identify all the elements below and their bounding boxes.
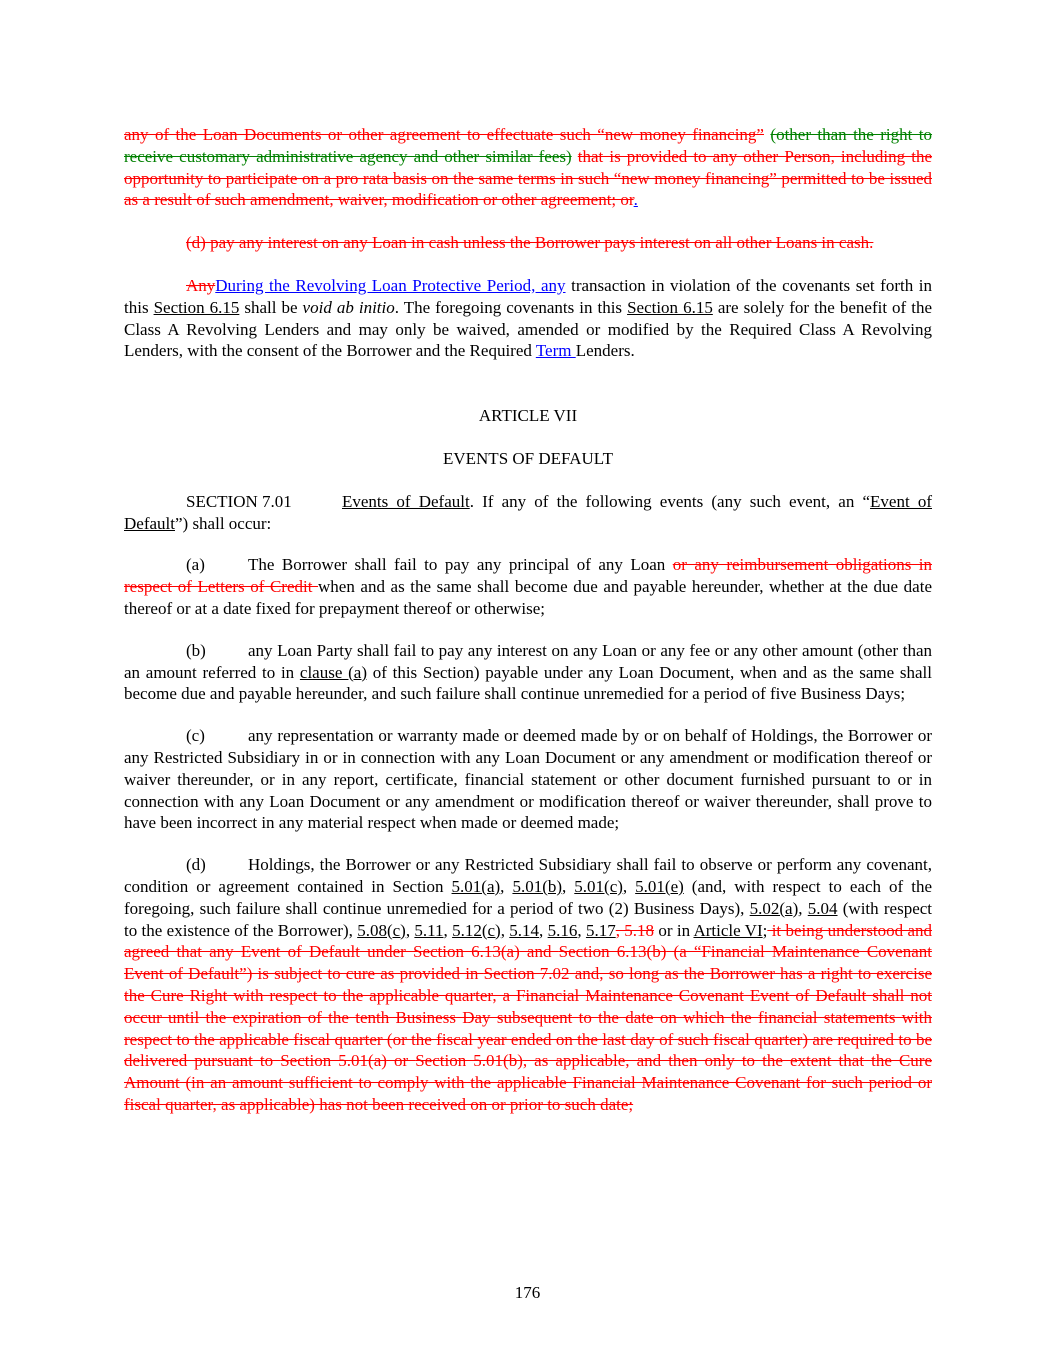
body-text: when and as the same shall become due and payable hereunder, whether at the due date thereof or at a date fixed for prepayment thereof or otherwise; [124, 577, 932, 618]
section-7-01 [124, 491, 932, 535]
section-reference: 5.14 [509, 920, 540, 940]
section-reference: 5.08(c) [357, 920, 406, 940]
deleted-text: (a “Financial Maintenance Covenant Event of Default”) is subject to cure as provided in [124, 942, 932, 984]
body-text: . If any of the following events (any such event, an “ [469, 491, 871, 511]
body-text: , [577, 920, 586, 940]
clause-b [124, 640, 932, 705]
inserted-text: During the Revolving Loan Protective Period, any [215, 275, 566, 295]
body-text: any representation or warranty made or deemed made by or on behalf of Holdings, the Borrower or any Restricted Subsidiary in or in connection with any Loan Document or any amendment or modification thereof or waiver thereunder, or in any report, certificate, financial statement or other document furnished pursuant to or in connection with any Loan Document or any amendment or modification thereof or waiver thereunder, shall prove to have been incorrect in any material respect when made or deemed made; [124, 726, 932, 833]
defined-term: Event of Default [124, 491, 932, 533]
deleted-section-reference: Section 6.13(a) [412, 942, 520, 962]
deleted-text: , as applicable, and then only to the extent that the Cure Amount (in an amount sufficient to comply with the applicable Financial Maintenance Covenant for such period or fiscal quarter, as applicable) has not been received on or prior to such date; [124, 1051, 932, 1114]
clause-label: (d) [186, 855, 206, 875]
deleted-text: that is provided to any other Person, including the opportunity to participate on a pro rata basis on the same terms in such “new money financing” permitted to be issued as a result of such amendment, waiver, modification or other agreement; or [124, 146, 933, 210]
deleted-section-reference: Section 7.02 [483, 964, 570, 984]
inserted-text: Term [535, 341, 576, 361]
body-text: any Loan Party shall fail to pay any interest on any Loan or any fee or any other amount (other than an amount referred to in [124, 640, 932, 682]
section-reference: 5.17 [585, 920, 616, 940]
paragraph-clause-d-deleted [124, 232, 932, 254]
section-reference: 5.12(c) [452, 920, 501, 940]
body-text: Lenders. [575, 341, 635, 361]
paragraph-new-money-financing [124, 124, 932, 211]
section-reference: 5.02(a) [749, 898, 799, 918]
deleted-section-reference: Section 6.13(b) [558, 942, 667, 962]
deleted-text: , 5.18 [615, 920, 655, 940]
body-text: shall be [239, 297, 303, 317]
clause-a [124, 554, 932, 619]
body-text: (and, with respect to each of the foregoing, such failure shall continue unremedied for a period of two (2) Business Days), [124, 876, 932, 918]
deleted-text: or any reimbursement obligations in respect of Letters of Credit [124, 555, 932, 597]
body-text: , [500, 876, 513, 896]
body-text: , [405, 920, 415, 940]
deleted-section-reference: Section 5.01(b) [415, 1051, 523, 1071]
deleted-text: Any [186, 275, 216, 295]
paragraph-section-6-15 [124, 275, 932, 362]
section-reference: Section 6.15 [627, 297, 713, 317]
section-reference: 5.16 [547, 920, 578, 940]
body-text: , [500, 920, 510, 940]
article-number: ARTICLE VII [478, 406, 578, 426]
document-body [124, 124, 932, 1116]
clause-label: (a) [186, 555, 205, 575]
body-text: or in [654, 920, 694, 940]
body-text: transaction in violation of the covenants set forth in this [124, 275, 932, 317]
clause-d [124, 854, 932, 1116]
article-reference: Article VI [693, 920, 763, 940]
section-reference: 5.01(a) [451, 876, 501, 896]
section-reference: 5.01(b) [512, 876, 563, 896]
inserted-text: . [633, 190, 638, 210]
clause-c [124, 725, 932, 834]
deleted-text: any of the Loan Documents or other agreement to effectuate such “new money financing” [124, 125, 764, 144]
deleted-text: or [386, 1051, 416, 1071]
body-text: are solely for the benefit of the Class A Revolving Lenders and may only be waived, amended or modified by the Required Class A Revolving Lenders, with the consent of the Borrower and the Required [124, 297, 933, 361]
section-label: SECTION 7.01 [186, 491, 292, 511]
body-text: , [562, 876, 575, 896]
body-text: , [622, 876, 636, 896]
deleted-section-reference: Section 5.01(a) [280, 1051, 387, 1071]
body-text: (with respect to the existence of the Borrower), [124, 898, 933, 940]
section-heading: Events of Default [342, 491, 470, 511]
section-reference: 5.11 [414, 920, 444, 940]
deleted-text: and [519, 942, 559, 962]
deleted-text: it being understood and agreed that any Event of Default under [124, 920, 932, 962]
deleted-text: and, so long as the Borrower has a right to exercise the Cure Right with respect to the applicable quarter, a Financial Maintenance Covenant Event of Default shall not occur until the expiration of the tenth Business Day subsequent to the date on which the financial statements with respect to the applicable fiscal quarter (or the fiscal year ended on the last day of such fiscal quarter) are required to be delivered pursuant to [124, 964, 932, 1071]
section-reference: 5.01(c) [574, 876, 623, 896]
clause-reference: clause (a) [299, 662, 367, 682]
body-text: , [443, 920, 453, 940]
article-title: EVENTS OF DEFAULT [442, 448, 613, 468]
section-reference: Section 6.15 [153, 297, 240, 317]
italic-term: void ab initio [302, 297, 395, 317]
body-text: . The foregoing covenants in this [394, 297, 628, 317]
section-reference: 5.01(e) [635, 876, 684, 896]
page-number: 176 [514, 1283, 541, 1302]
body-text: ; [762, 920, 768, 940]
body-text: of this Section) payable under any Loan Document, when and as the same shall become due and payable hereunder, and such failure shall continue unremedied for a period of five Business Days; [124, 662, 932, 704]
deleted-text: (d) pay any interest on any Loan in cash unless the Borrower pays interest on all other Loans in cash. [186, 233, 874, 253]
clause-label: (c) [186, 726, 205, 746]
body-text: , [798, 898, 808, 918]
body-text: Holdings, the Borrower or any Restricted Subsidiary shall fail to observe or perform any covenant, condition or agreement contained in Section [124, 855, 932, 896]
body-text: ”) shall occur: [174, 513, 272, 533]
body-text: The Borrower shall fail to pay any principal of any Loan [248, 555, 673, 575]
body-text: , [539, 920, 548, 940]
moved-deleted-text: (other than the right to receive customary administrative agency and other similar fees) [124, 125, 933, 166]
clause-label: (b) [186, 640, 206, 660]
section-reference: 5.04 [807, 898, 838, 918]
